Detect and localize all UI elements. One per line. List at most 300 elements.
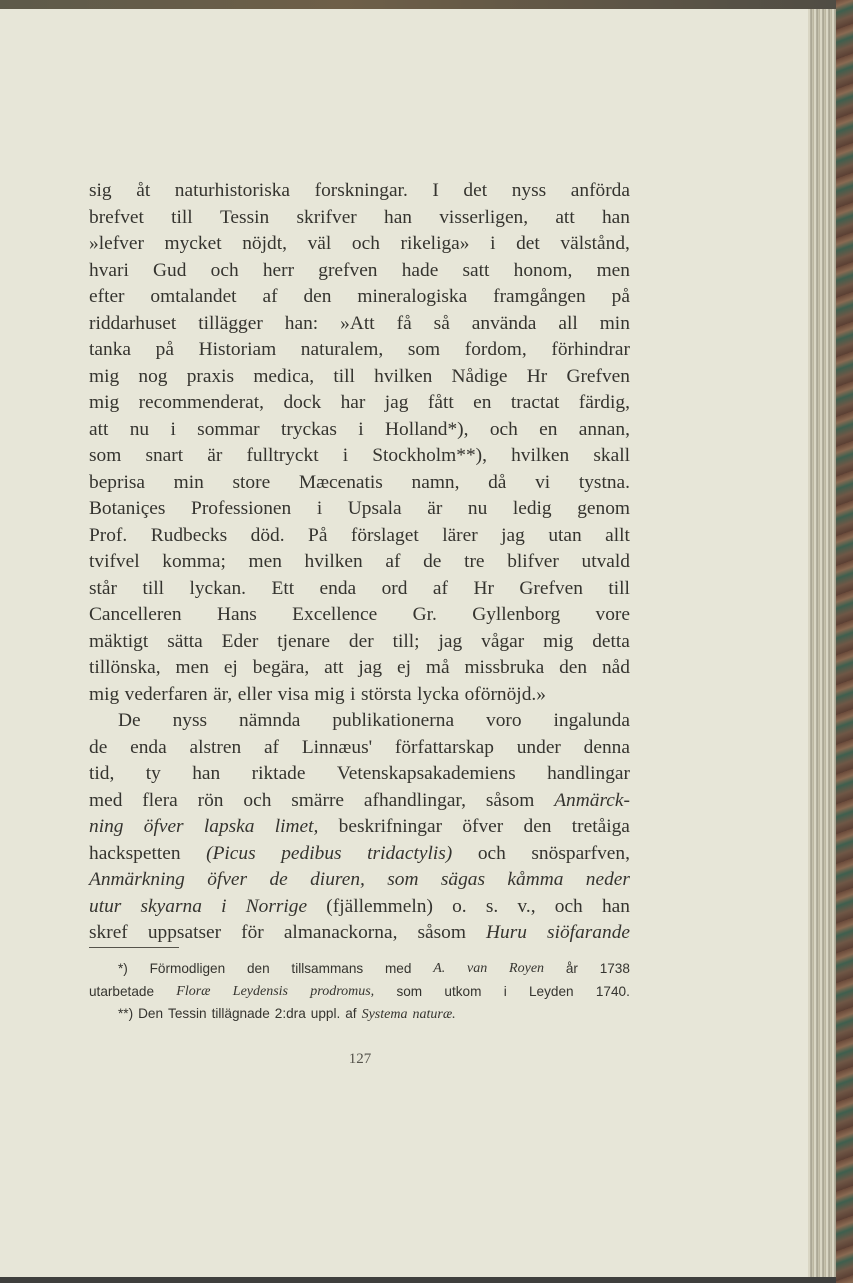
footnote-word: utarbetade: [89, 983, 155, 999]
text-line: [89, 629, 630, 656]
word: Holland*),: [385, 418, 469, 440]
footnote-word: som: [396, 983, 423, 999]
word: i: [358, 418, 364, 440]
footnote-word: tillsammans: [291, 961, 364, 976]
footnote-word: med: [384, 961, 412, 976]
word: På: [308, 524, 328, 546]
word: oförnöjd.»: [464, 683, 546, 705]
word: ej: [396, 657, 411, 678]
text-line: [89, 443, 630, 470]
word: att: [89, 418, 109, 440]
word: ingalunda: [553, 710, 630, 731]
page-block-edges: [808, 9, 836, 1277]
word: Linnæus': [301, 736, 373, 758]
word: i: [221, 895, 227, 917]
word: och: [477, 842, 506, 864]
word: Huru: [486, 922, 527, 943]
word: död.: [250, 524, 285, 546]
text-line: [89, 523, 630, 550]
word: utan: [548, 524, 582, 546]
word: då: [488, 471, 507, 493]
footnote-word: år: [565, 961, 578, 976]
word: »lefver: [89, 233, 144, 254]
word: men: [175, 657, 209, 678]
word: sätta: [167, 630, 203, 652]
text-line: [89, 841, 630, 868]
word: är,: [213, 683, 233, 705]
word: mig: [314, 683, 345, 705]
word: Vetenskapsakademiens: [336, 763, 516, 784]
word: tystna.: [578, 471, 630, 493]
word: Historiam: [198, 339, 277, 360]
word: han:: [284, 312, 319, 334]
footnote-word: uppl.: [310, 1006, 341, 1021]
word: min: [173, 471, 204, 493]
word: och: [554, 895, 583, 917]
word: må: [425, 657, 450, 678]
word: nu: [467, 498, 488, 519]
footnote-line: [89, 958, 630, 981]
footnote-line: [89, 1003, 630, 1026]
word: åt: [136, 180, 151, 201]
word: han: [601, 895, 630, 917]
word: sig: [89, 180, 112, 201]
word: flera: [142, 789, 178, 811]
word: så: [433, 312, 450, 334]
word: Nådige: [451, 365, 508, 387]
word: i: [342, 445, 349, 466]
word: honom,: [513, 259, 573, 281]
word: enda: [130, 736, 167, 758]
word: enda: [319, 577, 357, 599]
word: visserligen,: [439, 206, 529, 228]
word: öfver: [462, 816, 504, 837]
word: fordom,: [464, 339, 527, 360]
word: v.,: [517, 895, 536, 917]
word: medica,: [253, 365, 315, 387]
text-line: [89, 231, 630, 258]
footnote-word: *): [118, 961, 128, 976]
word: Professionen: [191, 498, 292, 519]
word: till: [142, 577, 165, 599]
word: eller: [237, 683, 273, 705]
word: tractat: [510, 392, 560, 413]
footnote-word: Leyden: [529, 983, 574, 999]
body-text: [89, 178, 630, 947]
word: min: [599, 312, 630, 334]
word: såsom: [485, 789, 535, 811]
word: siöfarande: [547, 922, 630, 943]
word: men: [596, 259, 630, 281]
word: diuren,: [310, 869, 365, 890]
word: mäktigt: [89, 630, 149, 652]
word: hackspetten: [89, 842, 181, 864]
word: att: [324, 657, 344, 678]
page-number: 127: [348, 1051, 372, 1067]
word: Rudbecks: [150, 524, 228, 546]
footnote-word: van: [467, 961, 488, 976]
word: mig: [89, 365, 120, 387]
word: namn,: [411, 471, 460, 493]
text-line: [89, 788, 630, 815]
word: store: [232, 471, 271, 493]
word: i: [316, 498, 323, 519]
word: jag: [358, 657, 383, 678]
word: Gr.: [412, 604, 437, 625]
text-line: [89, 708, 630, 735]
footnote-word: utkom: [444, 983, 482, 999]
word: tre: [464, 551, 485, 572]
word: förhindrar: [551, 339, 630, 360]
footnote-word: den: [246, 961, 270, 976]
word: hvari: [89, 259, 129, 281]
word: skrifver: [296, 206, 357, 228]
word: Eder: [221, 630, 259, 652]
word: har: [340, 392, 366, 413]
word: det: [516, 233, 540, 254]
text-line: [89, 735, 630, 762]
word: Grefven: [566, 365, 630, 387]
top-book-edge: [0, 0, 853, 9]
text-line: [89, 496, 630, 523]
word: s.: [485, 895, 499, 917]
word: almanackorna,: [283, 922, 398, 943]
word: den: [523, 816, 552, 837]
word: den: [559, 657, 588, 678]
word: använda: [471, 312, 537, 334]
word: färdig,: [578, 392, 630, 413]
footnote-word: A.: [433, 961, 446, 976]
word: utvald: [581, 551, 630, 572]
text-line: [89, 311, 630, 338]
word: mig: [89, 683, 120, 705]
word: fulltryckt: [246, 445, 319, 466]
word: tillönska,: [89, 657, 161, 678]
word: komma;: [162, 551, 226, 572]
word: förslaget: [350, 524, 419, 546]
footnote-word: 1738: [599, 961, 630, 976]
word: hvilken: [304, 551, 363, 572]
word: skall: [593, 445, 630, 466]
book-cover-edge: [836, 0, 853, 1283]
word: smärre: [291, 789, 345, 811]
word: på: [155, 339, 174, 360]
footnote-word: Leydensis: [232, 983, 288, 999]
word: o.: [452, 895, 467, 917]
word: ty: [145, 763, 161, 784]
word: i: [170, 418, 176, 440]
footnote-word: af: [345, 1006, 357, 1021]
word: denna: [583, 736, 630, 758]
footnote-word: Royen: [509, 961, 545, 976]
word: tretåiga: [571, 816, 630, 837]
word: mineralogiska: [357, 286, 468, 307]
word: tridactylis): [367, 842, 453, 864]
word: jag: [501, 524, 525, 546]
word: detta: [592, 630, 630, 652]
word: välstånd,: [560, 233, 630, 254]
word: blifver: [507, 551, 559, 572]
word: rikeliga»: [400, 233, 470, 254]
word: alstren: [189, 736, 242, 758]
text-line: [89, 364, 630, 391]
word: af: [262, 286, 278, 307]
word: visa: [277, 683, 309, 705]
word: lapska: [203, 816, 255, 837]
word: recommenderat,: [138, 392, 265, 413]
word: tid,: [89, 763, 115, 784]
word: till: [333, 365, 355, 387]
word: sommar: [197, 418, 260, 440]
word: kåmma: [507, 869, 564, 890]
word: annan,: [578, 418, 630, 440]
word: en: [539, 418, 558, 440]
word: framgången: [493, 286, 586, 307]
word: ord: [381, 577, 408, 599]
word: sägas: [440, 869, 486, 890]
text-line: [89, 920, 630, 947]
word: hade: [401, 259, 439, 281]
word: uppsatser: [147, 922, 222, 943]
word: af: [263, 736, 280, 758]
word: Tessin: [219, 206, 270, 228]
word: neder: [585, 869, 630, 890]
word: till: [171, 206, 193, 228]
footnotes: [89, 958, 630, 1026]
word: lyckan.: [189, 577, 247, 599]
word: beskrifningar: [338, 816, 443, 837]
word: under: [516, 736, 561, 758]
word: (fjällemmeln): [326, 895, 433, 917]
word: skyarna: [140, 895, 202, 917]
word: för: [241, 922, 264, 943]
footnote-word: prodromus,: [310, 983, 375, 999]
word: nyss: [511, 180, 547, 201]
word: beprisa: [89, 471, 145, 493]
text-line: [89, 576, 630, 603]
word: naturhistoriska: [174, 180, 291, 201]
word: I: [432, 180, 439, 201]
word: står: [89, 577, 117, 599]
word: väl: [307, 233, 332, 254]
word: begära,: [252, 657, 310, 678]
text-line: [89, 390, 630, 417]
footnote-line: [89, 981, 630, 1004]
word: tillägger: [198, 312, 263, 334]
word: herr: [262, 259, 295, 281]
word: genom: [577, 498, 630, 519]
word: han: [192, 763, 221, 784]
word: dock: [283, 392, 322, 413]
word: den: [303, 286, 332, 307]
footnote-word: Floræ: [176, 983, 211, 999]
footnote-word: Förmodligen: [149, 961, 226, 976]
footnote-word: tillägnade: [211, 1006, 270, 1021]
text-line: [89, 682, 630, 709]
word: i: [490, 233, 496, 254]
word: limet,: [274, 816, 319, 837]
word: men: [248, 551, 282, 572]
word: Anmärkning: [89, 869, 185, 890]
word: vi: [535, 471, 551, 493]
word: författarskap: [394, 736, 494, 758]
text-line: [89, 867, 630, 894]
word: ledig: [512, 498, 552, 519]
text-line: [89, 655, 630, 682]
word: ning: [89, 816, 124, 837]
word: lärer: [442, 524, 478, 546]
word: nyss: [172, 710, 208, 731]
text-line: [89, 284, 630, 311]
word: omtalandet: [150, 286, 237, 307]
word: forskningar.: [314, 180, 408, 201]
text-line: [89, 814, 630, 841]
word: Hans: [216, 604, 257, 625]
word: riddarhuset: [89, 312, 177, 334]
word: anförda: [570, 180, 630, 201]
word: vederfaren: [124, 683, 208, 705]
word: nämnda: [239, 710, 301, 731]
word: med: [89, 789, 123, 811]
word: Hr: [526, 365, 548, 387]
word: nåd: [601, 657, 630, 678]
footnote-word: Tessin: [168, 1006, 207, 1021]
word: Norrige: [245, 895, 308, 917]
word: Stockholm**),: [372, 445, 487, 466]
footnote-word: naturæ.: [412, 1007, 456, 1022]
word: Anmärck-: [554, 789, 630, 811]
word: snart: [145, 445, 184, 466]
word: öfver: [207, 869, 248, 890]
word: öfver: [143, 816, 184, 837]
word: hvilken: [511, 445, 570, 466]
word: mig: [89, 392, 120, 413]
word: nu: [129, 418, 150, 440]
text-line: [89, 258, 630, 285]
word: handlingar: [547, 763, 630, 784]
word: mig: [543, 630, 574, 652]
word: det: [463, 180, 488, 201]
word: hvilken: [374, 365, 433, 387]
footnote-word: i: [503, 983, 507, 999]
text-line: [89, 178, 630, 205]
word: tvifvel: [89, 551, 140, 572]
word: jag: [384, 392, 409, 413]
word: Gyllenborg: [472, 604, 561, 625]
word: rön: [197, 789, 224, 811]
word: är: [207, 445, 223, 466]
word: de: [423, 551, 442, 572]
footnote-word: **): [118, 1006, 134, 1021]
word: som: [407, 339, 441, 360]
word: »Att: [340, 312, 375, 334]
word: naturalem,: [300, 339, 384, 360]
word: till: [608, 577, 630, 599]
word: Ett: [271, 577, 295, 599]
word: såsom: [417, 922, 466, 943]
word: af: [432, 577, 448, 599]
word: afhandlingar,: [363, 789, 466, 811]
word: till;: [392, 630, 420, 652]
word: största: [360, 683, 412, 705]
text-line: [89, 417, 630, 444]
word: Upsala: [347, 498, 402, 519]
word: Mæcenatis: [298, 471, 383, 493]
word: utur: [89, 895, 122, 917]
word: De: [118, 710, 141, 731]
word: han: [384, 206, 412, 228]
word: (Picus: [206, 842, 256, 864]
text-line: [89, 761, 630, 788]
word: Hr: [473, 577, 494, 599]
footnote-word: 2:dra: [274, 1006, 306, 1021]
word: och: [351, 233, 380, 254]
text-line: [89, 894, 630, 921]
word: de: [89, 736, 108, 758]
word: fått: [427, 392, 454, 413]
word: voro: [486, 710, 522, 731]
text-line: [89, 470, 630, 497]
word: missbruka: [464, 657, 545, 678]
word: der: [348, 630, 374, 652]
word: lycka: [417, 683, 460, 705]
word: nog: [138, 365, 168, 387]
word: Cancelleren: [89, 604, 182, 625]
word: ej: [223, 657, 238, 678]
text-line: [89, 205, 630, 232]
word: han: [601, 206, 630, 228]
footnote-word: 1740.: [595, 983, 630, 999]
word: all: [558, 312, 578, 334]
word: en: [473, 392, 492, 413]
word: tryckas: [280, 418, 337, 440]
text-line: [89, 602, 630, 629]
word: praxis: [186, 365, 235, 387]
word: mycket: [164, 233, 222, 254]
word: vore: [595, 604, 630, 625]
word: och: [210, 259, 239, 281]
word: grefven: [318, 259, 378, 281]
word: Excellence: [292, 604, 378, 625]
word: Prof.: [89, 524, 128, 546]
word: Grefven: [519, 577, 583, 599]
footnote-word: Systema: [361, 1007, 408, 1022]
word: tjenare: [277, 630, 330, 652]
word: och: [243, 789, 272, 811]
text-line: [89, 549, 630, 576]
word: nöjdt,: [242, 233, 287, 254]
word: Botaniçes: [89, 498, 166, 519]
word: i: [350, 683, 356, 705]
word: att: [555, 206, 575, 228]
word: satt: [462, 259, 490, 281]
word: som: [89, 445, 122, 466]
footnote-word: Den: [138, 1006, 164, 1021]
word: är: [427, 498, 443, 519]
text-line: [89, 337, 630, 364]
word: riktade: [251, 763, 306, 784]
word: efter: [89, 286, 125, 307]
word: af: [385, 551, 401, 572]
word: brefvet: [89, 206, 144, 228]
word: tanka: [89, 339, 131, 360]
word: snösparfven,: [531, 842, 630, 864]
word: som: [387, 869, 419, 890]
word: pedibus: [281, 842, 342, 864]
word: vågar: [481, 630, 525, 652]
word: de: [269, 869, 288, 890]
word: på: [611, 286, 630, 307]
